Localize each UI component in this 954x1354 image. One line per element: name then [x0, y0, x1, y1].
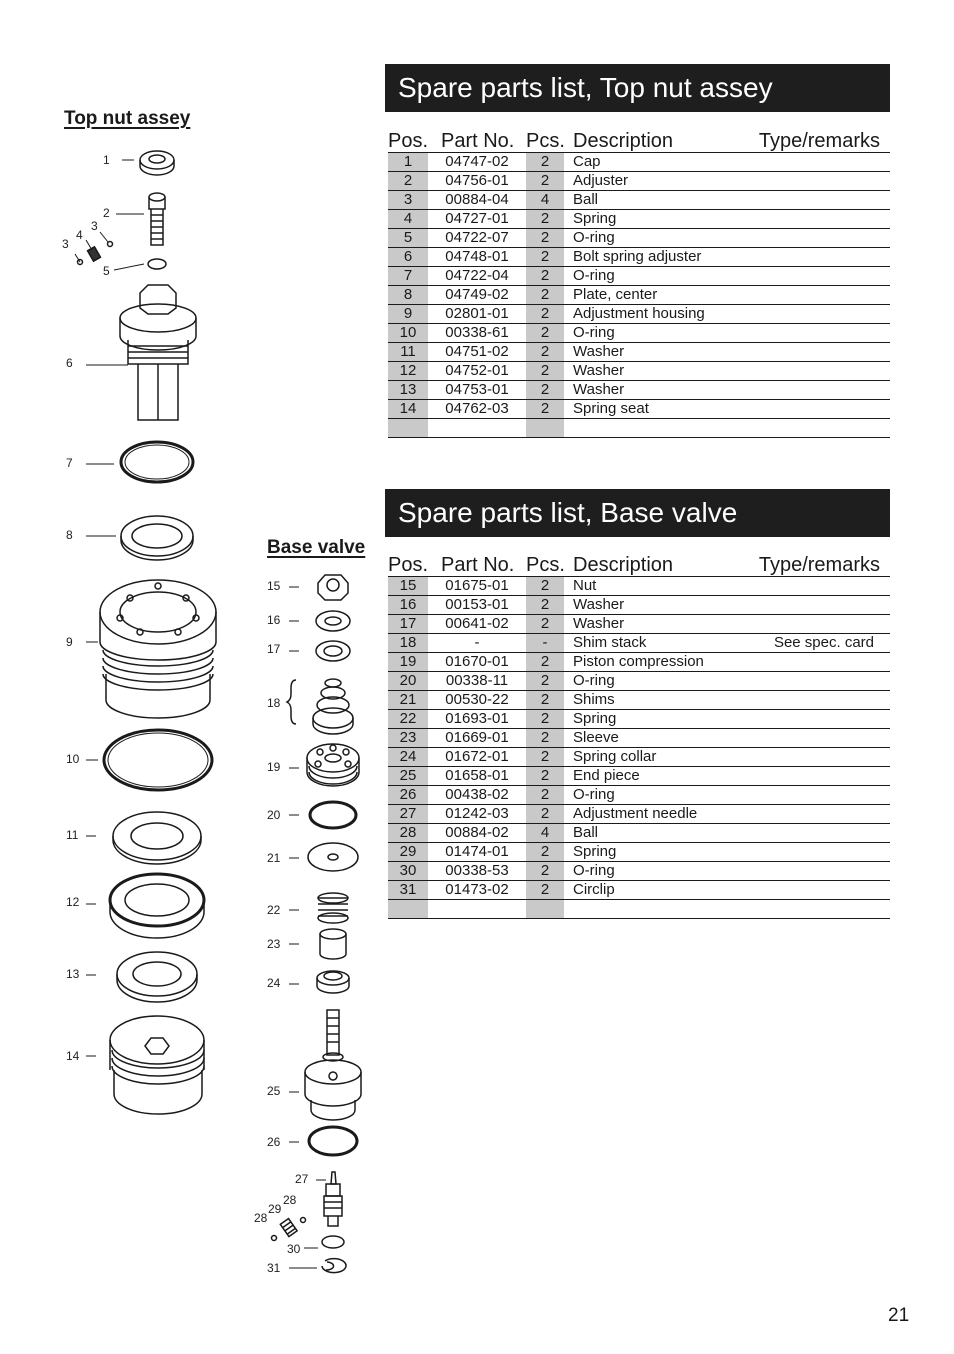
pcs-cell: 2: [526, 862, 564, 881]
type-remarks-cell: [744, 210, 890, 229]
pos-cell: 23: [388, 729, 428, 748]
part-no-cell: 00338-11: [428, 672, 526, 691]
callout-11: 11: [66, 828, 79, 842]
callout-18: 18: [267, 696, 281, 710]
pcs-cell: [526, 900, 564, 919]
type-remarks-cell: [744, 767, 890, 786]
table-row-blank: [388, 419, 890, 438]
pos-cell: 28: [388, 824, 428, 843]
part-no-cell: 04748-01: [428, 248, 526, 267]
pos-cell: 6: [388, 248, 428, 267]
description-cell: Washer: [564, 615, 744, 634]
pcs-cell: 2: [526, 596, 564, 615]
pcs-cell: 2: [526, 805, 564, 824]
callout-17: 17: [267, 642, 281, 656]
pos-cell: 7: [388, 267, 428, 286]
table-row: [388, 843, 890, 862]
type-remarks-cell: [744, 843, 890, 862]
pos-cell: 27: [388, 805, 428, 824]
callout-28a: 28: [283, 1193, 297, 1207]
base-valve-parts-table: [388, 554, 890, 919]
part-no-cell: 01693-01: [428, 710, 526, 729]
part-no-cell: 04762-03: [428, 400, 526, 419]
callout-19: 19: [267, 760, 281, 774]
pcs-cell: 2: [526, 710, 564, 729]
part-spring-seat-14: [110, 1016, 204, 1114]
pcs-cell: 2: [526, 843, 564, 862]
part-no-cell: 04751-02: [428, 343, 526, 362]
pcs-cell: 2: [526, 615, 564, 634]
table-row: [388, 767, 890, 786]
pos-cell: 25: [388, 767, 428, 786]
pcs-cell: 2: [526, 343, 564, 362]
table-row: [388, 786, 890, 805]
col-header-description: Description: [564, 130, 744, 153]
table-row: [388, 172, 890, 191]
table-row: [388, 577, 890, 596]
pcs-cell: 2: [526, 210, 564, 229]
type-remarks-cell: [744, 900, 890, 919]
callout-3a: 3: [91, 219, 98, 233]
pcs-cell: 2: [526, 286, 564, 305]
callout-14: 14: [66, 1049, 80, 1063]
type-remarks-cell: [744, 400, 890, 419]
table-row: [388, 691, 890, 710]
part-no-cell: 01670-01: [428, 653, 526, 672]
base-valve-parts-title-bar: Spare parts list, Base valve: [385, 489, 890, 537]
table-row: [388, 343, 890, 362]
table-header-row: [388, 130, 890, 153]
table-row: [388, 710, 890, 729]
description-cell: Ball: [564, 191, 744, 210]
type-remarks-cell: [744, 229, 890, 248]
base-valve-heading: Base valve: [267, 537, 366, 558]
table-row: [388, 381, 890, 400]
table-row: [388, 615, 890, 634]
pos-cell: 10: [388, 324, 428, 343]
pos-cell: 18: [388, 634, 428, 653]
part-no-cell: 01474-01: [428, 843, 526, 862]
pos-cell: 2: [388, 172, 428, 191]
table-row: [388, 634, 890, 653]
table-row: [388, 286, 890, 305]
description-cell: Cap: [564, 153, 744, 172]
pos-cell: 24: [388, 748, 428, 767]
pos-cell: 8: [388, 286, 428, 305]
callout-9: 9: [66, 635, 73, 649]
table-row: [388, 729, 890, 748]
pcs-cell: 2: [526, 305, 564, 324]
callout-30: 30: [287, 1242, 301, 1256]
part-no-cell: [428, 419, 526, 438]
description-cell: Spring collar: [564, 748, 744, 767]
callout-23: 23: [267, 937, 281, 951]
callout-6: 6: [66, 356, 73, 370]
pcs-cell: 2: [526, 229, 564, 248]
description-cell: O-ring: [564, 267, 744, 286]
callout-10: 10: [66, 752, 80, 766]
pos-cell: 17: [388, 615, 428, 634]
type-remarks-cell: [744, 153, 890, 172]
pcs-cell: 2: [526, 672, 564, 691]
part-no-cell: 00884-04: [428, 191, 526, 210]
part-no-cell: 00641-02: [428, 615, 526, 634]
description-cell: Shim stack: [564, 634, 744, 653]
pos-cell: 26: [388, 786, 428, 805]
description-cell: Spring: [564, 710, 744, 729]
col-header-pos: Pos.: [388, 130, 429, 152]
part-no-cell: 04747-02: [428, 153, 526, 172]
description-cell: End piece: [564, 767, 744, 786]
callout-29: 29: [268, 1202, 282, 1216]
top-nut-heading: Top nut assey: [64, 108, 191, 129]
description-cell: Adjustment housing: [564, 305, 744, 324]
part-bolt-spring-adjuster-6: [120, 285, 196, 420]
type-remarks-cell: [744, 191, 890, 210]
pos-cell: 11: [388, 343, 428, 362]
pos-cell: 12: [388, 362, 428, 381]
part-no-cell: 00153-01: [428, 596, 526, 615]
callout-26: 26: [267, 1135, 281, 1149]
top-nut-parts-title-bar: Spare parts list, Top nut assey: [385, 64, 890, 112]
part-no-cell: 00438-02: [428, 786, 526, 805]
callout-25: 25: [267, 1084, 281, 1098]
description-cell: Shims: [564, 691, 744, 710]
part-no-cell: 01658-01: [428, 767, 526, 786]
part-no-cell: -: [428, 634, 526, 653]
callout-1: 1: [103, 153, 110, 167]
pos-cell: 21: [388, 691, 428, 710]
part-no-cell: 02801-01: [428, 305, 526, 324]
table-row: [388, 653, 890, 672]
top-nut-parts-table: [388, 130, 890, 438]
description-cell: O-ring: [564, 672, 744, 691]
callout-27: 27: [295, 1172, 309, 1186]
callout-22: 22: [267, 903, 281, 917]
table-row: [388, 824, 890, 843]
description-cell: O-ring: [564, 862, 744, 881]
part-end-piece-25: [305, 1010, 361, 1120]
pos-cell: 13: [388, 381, 428, 400]
part-no-cell: 01242-03: [428, 805, 526, 824]
pcs-cell: 2: [526, 653, 564, 672]
pcs-cell: 2: [526, 577, 564, 596]
part-no-cell: 04753-01: [428, 381, 526, 400]
description-cell: Circlip: [564, 881, 744, 900]
pos-cell: 31: [388, 881, 428, 900]
part-adjuster-2: [149, 193, 165, 245]
part-piston-19: [307, 744, 359, 786]
pos-cell: 16: [388, 596, 428, 615]
part-no-cell: [428, 900, 526, 919]
description-cell: Spring seat: [564, 400, 744, 419]
pcs-cell: 2: [526, 172, 564, 191]
table-header-row: [388, 554, 890, 577]
col-header-pos: Pos.: [388, 554, 429, 576]
pos-cell: 3: [388, 191, 428, 210]
part-no-cell: 04749-02: [428, 286, 526, 305]
type-remarks-cell: [744, 172, 890, 191]
type-remarks-cell: [744, 748, 890, 767]
type-remarks-cell: [744, 824, 890, 843]
table-row: [388, 862, 890, 881]
pos-cell: 29: [388, 843, 428, 862]
type-remarks-cell: [744, 615, 890, 634]
description-cell: Spring: [564, 843, 744, 862]
pcs-cell: 4: [526, 824, 564, 843]
pcs-cell: 2: [526, 381, 564, 400]
pcs-cell: 2: [526, 748, 564, 767]
callout-2: 2: [103, 206, 110, 220]
description-cell: Adjustment needle: [564, 805, 744, 824]
part-no-cell: 01675-01: [428, 577, 526, 596]
callout-16: 16: [267, 613, 281, 627]
pos-cell: 20: [388, 672, 428, 691]
description-cell: [564, 900, 744, 919]
type-remarks-cell: [744, 343, 890, 362]
exploded-view-diagram: [0, 0, 380, 1300]
pos-cell: 1: [388, 153, 428, 172]
type-remarks-cell: [744, 691, 890, 710]
part-no-cell: 01473-02: [428, 881, 526, 900]
description-cell: Nut: [564, 577, 744, 596]
type-remarks-cell: [744, 672, 890, 691]
part-no-cell: 00338-61: [428, 324, 526, 343]
description-cell: O-ring: [564, 324, 744, 343]
table-row: [388, 672, 890, 691]
callout-21: 21: [267, 851, 281, 865]
type-remarks-cell: [744, 286, 890, 305]
pos-cell: 15: [388, 577, 428, 596]
pcs-cell: 2: [526, 691, 564, 710]
description-cell: Spring: [564, 210, 744, 229]
col-header-pcs: Pcs.: [526, 130, 565, 152]
description-cell: Sleeve: [564, 729, 744, 748]
description-cell: Ball: [564, 824, 744, 843]
callout-15: 15: [267, 579, 281, 593]
pcs-cell: 2: [526, 729, 564, 748]
pos-cell: 19: [388, 653, 428, 672]
description-cell: Washer: [564, 596, 744, 615]
table-row: [388, 210, 890, 229]
callout-28b: 28: [254, 1211, 268, 1225]
description-cell: Adjuster: [564, 172, 744, 191]
pcs-cell: 2: [526, 881, 564, 900]
pos-cell: 9: [388, 305, 428, 324]
table-row: [388, 267, 890, 286]
pos-cell: 5: [388, 229, 428, 248]
pos-cell: [388, 900, 428, 919]
col-header-pcs: Pcs.: [526, 554, 565, 576]
part-no-cell: 00530-22: [428, 691, 526, 710]
pcs-cell: -: [526, 634, 564, 653]
description-cell: O-ring: [564, 786, 744, 805]
description-cell: Washer: [564, 343, 744, 362]
callout-7: 7: [66, 456, 73, 470]
type-remarks-cell: [744, 805, 890, 824]
type-remarks-cell: [744, 653, 890, 672]
part-no-cell: 04727-01: [428, 210, 526, 229]
pcs-cell: 2: [526, 400, 564, 419]
type-remarks-cell: [744, 577, 890, 596]
description-cell: O-ring: [564, 229, 744, 248]
col-header-part-no: Part No.: [428, 554, 526, 577]
part-no-cell: 04752-01: [428, 362, 526, 381]
type-remarks-cell: [744, 381, 890, 400]
part-no-cell: 01669-01: [428, 729, 526, 748]
type-remarks-cell: [744, 786, 890, 805]
col-header-type-remarks: Type/remarks: [744, 554, 890, 577]
page-number: 21: [888, 1305, 910, 1326]
type-remarks-cell: [744, 362, 890, 381]
pos-cell: [388, 419, 428, 438]
table-row: [388, 191, 890, 210]
part-adjustment-housing-9: [100, 580, 216, 718]
callout-31: 31: [267, 1261, 281, 1275]
callout-20: 20: [267, 808, 281, 822]
col-header-type-remarks: Type/remarks: [744, 130, 890, 153]
type-remarks-cell: [744, 596, 890, 615]
callout-3b: 3: [62, 237, 69, 251]
table-row: [388, 748, 890, 767]
pcs-cell: 2: [526, 786, 564, 805]
pcs-cell: 2: [526, 153, 564, 172]
part-cap-1: [140, 151, 174, 175]
table-row: [388, 881, 890, 900]
description-cell: Piston compression: [564, 653, 744, 672]
pcs-cell: 4: [526, 191, 564, 210]
description-cell: Bolt spring adjuster: [564, 248, 744, 267]
pos-cell: 14: [388, 400, 428, 419]
type-remarks-cell: See spec. card: [744, 634, 890, 653]
pcs-cell: 2: [526, 362, 564, 381]
type-remarks-cell: [744, 710, 890, 729]
pcs-cell: 2: [526, 248, 564, 267]
table-row: [388, 248, 890, 267]
pcs-cell: [526, 419, 564, 438]
type-remarks-cell: [744, 729, 890, 748]
pcs-cell: 2: [526, 324, 564, 343]
table-row: [388, 229, 890, 248]
table-row: [388, 324, 890, 343]
description-cell: Washer: [564, 381, 744, 400]
type-remarks-cell: [744, 248, 890, 267]
part-no-cell: 04756-01: [428, 172, 526, 191]
table-row: [388, 596, 890, 615]
table-row-blank: [388, 900, 890, 919]
pos-cell: 4: [388, 210, 428, 229]
table-row: [388, 805, 890, 824]
type-remarks-cell: [744, 862, 890, 881]
col-header-description: Description: [564, 554, 744, 577]
table-row: [388, 362, 890, 381]
part-no-cell: 04722-07: [428, 229, 526, 248]
part-no-cell: 01672-01: [428, 748, 526, 767]
callout-13: 13: [66, 967, 80, 981]
type-remarks-cell: [744, 305, 890, 324]
description-cell: Plate, center: [564, 286, 744, 305]
part-no-cell: 00884-02: [428, 824, 526, 843]
pos-cell: 30: [388, 862, 428, 881]
description-cell: Washer: [564, 362, 744, 381]
type-remarks-cell: [744, 267, 890, 286]
pcs-cell: 2: [526, 767, 564, 786]
part-no-cell: 04722-04: [428, 267, 526, 286]
part-no-cell: 00338-53: [428, 862, 526, 881]
pcs-cell: 2: [526, 267, 564, 286]
description-cell: [564, 419, 744, 438]
col-header-part-no: Part No.: [428, 130, 526, 153]
table-row: [388, 305, 890, 324]
callout-8: 8: [66, 528, 73, 542]
type-remarks-cell: [744, 419, 890, 438]
table-row: [388, 153, 890, 172]
table-row: [388, 400, 890, 419]
type-remarks-cell: [744, 324, 890, 343]
callout-24: 24: [267, 976, 281, 990]
type-remarks-cell: [744, 881, 890, 900]
callout-5: 5: [103, 264, 110, 278]
callout-4: 4: [76, 228, 83, 242]
pos-cell: 22: [388, 710, 428, 729]
callout-12: 12: [66, 895, 80, 909]
